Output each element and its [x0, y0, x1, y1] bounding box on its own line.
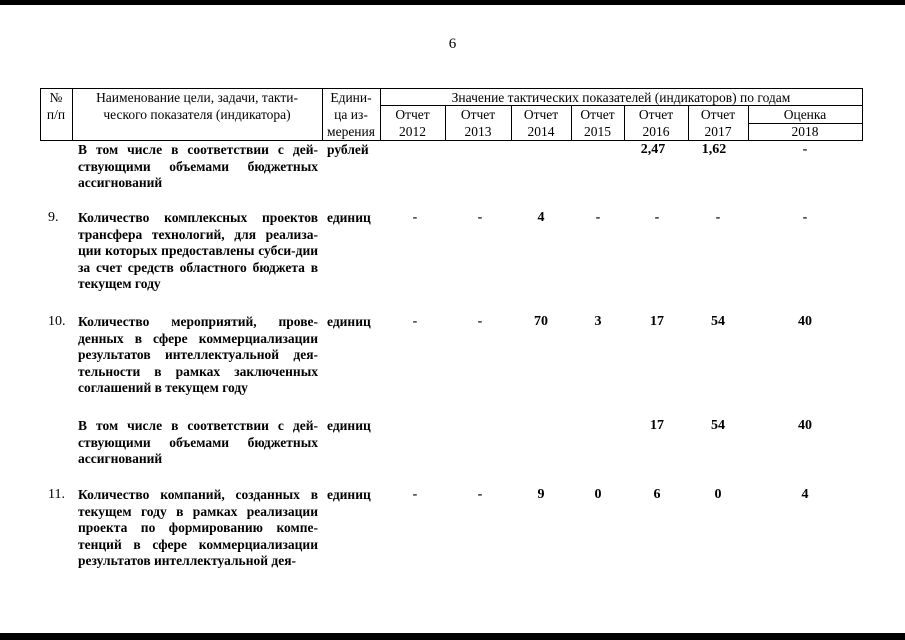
header-year-value: 2012: [399, 124, 426, 139]
row-value-2018: 4: [801, 487, 809, 502]
row-unit: единиц: [327, 418, 371, 433]
row-unit: единиц: [327, 210, 371, 225]
header-year-value: 2017: [704, 124, 732, 139]
row-indicator-name: Количество мероприятий, прове-денных в сфере коммерциализации результатов интеллектуальной дея-тельности в рамках заключенных соглашений в текущем году: [78, 314, 318, 395]
header-year-value: 2018: [791, 124, 819, 139]
row-number: 10.: [48, 314, 66, 329]
row-value-2015: 0: [594, 487, 602, 502]
row-value-2013: -: [477, 314, 483, 329]
header-bottom-line: [40, 140, 863, 141]
row-value-2018: 40: [798, 418, 812, 433]
page-number: 6: [448, 36, 457, 52]
row-value-2017: 0: [714, 487, 722, 502]
header-year-type: Отчет: [523, 107, 559, 122]
row-indicator-name: Количество компаний, созданных в текущем году в рамках реализации проекта по формированию компе-тенций в сфере коммерциализации результатов интеллектуальной дея-: [78, 487, 318, 568]
header-year-value: 2014: [527, 124, 555, 139]
row-value-2016: 2,47: [640, 142, 666, 157]
header-year-type: Оценка: [783, 107, 827, 122]
header-year-value: 2013: [464, 124, 492, 139]
header-year-2015: [571, 106, 624, 140]
row-value-2016: 17: [650, 314, 664, 329]
row-indicator-name: В том числе в соответствии с дей-ствующими объемами бюджетных ассигнований: [78, 418, 318, 466]
header-num: [40, 89, 72, 123]
row-indicator-name: В том числе в соответствии с дей-ствующими объемами бюджетных ассигнований: [78, 142, 318, 190]
header-year-type: Отчет: [580, 107, 615, 122]
header-year-2013: [445, 106, 511, 140]
row-value-2012: -: [412, 210, 418, 225]
row-value-2017: -: [715, 210, 721, 225]
row-value-2017: 54: [711, 418, 725, 433]
header-group-title: Значение тактических показателей (индикаторов) по годам: [451, 90, 791, 105]
header-name-line: ческого показателя (индикатора): [103, 107, 291, 122]
header-unit-line: Едини-: [330, 90, 372, 105]
header-unit: [322, 89, 380, 140]
row-value-2017: 54: [711, 314, 725, 329]
header-year-type: Отчет: [700, 107, 736, 122]
header-year-value: 2016: [642, 124, 670, 139]
header-year-2017: [688, 106, 748, 140]
header-num-line: п/п: [46, 107, 66, 122]
row-value-2013: -: [477, 210, 483, 225]
row-value-2015: -: [595, 210, 601, 225]
row-value-2016: -: [654, 210, 660, 225]
header-year-2018: [748, 106, 862, 140]
header-num-line: №: [49, 90, 63, 105]
header-year-type: Отчет: [460, 107, 496, 122]
header-unit-line: ца из-: [334, 107, 368, 122]
row-unit: рублей: [327, 142, 369, 157]
row-value-2017: 1,62: [701, 142, 727, 157]
header-name: [72, 89, 322, 123]
row-number: 9.: [48, 210, 59, 225]
top-scan-border: [0, 0, 905, 5]
row-indicator-name: Количество комплексных проектов трансфера технологий, для реализа-ции которых предоставлены субси-дии за счет средств областного бюджета в текущем году: [78, 210, 318, 291]
row-value-2012: -: [412, 487, 418, 502]
row-value-2014: 4: [537, 210, 545, 225]
header-year-2016: [624, 106, 688, 140]
row-value-2013: -: [477, 487, 483, 502]
row-value-2014: 9: [537, 487, 545, 502]
header-year-2014: [511, 106, 571, 140]
header-unit-line: мерения: [327, 124, 375, 139]
row-unit: единиц: [327, 487, 371, 502]
header-vline: [862, 88, 863, 141]
row-value-2018: -: [802, 210, 808, 225]
header-year-2012: [380, 106, 445, 140]
bottom-scan-border: [0, 633, 905, 640]
header-year-type: Отчет: [638, 107, 674, 122]
header-name-line: Наименование цели, задачи, такти-: [96, 90, 298, 105]
row-value-2012: -: [412, 314, 418, 329]
row-value-2016: 17: [650, 418, 664, 433]
row-number: 11.: [48, 487, 65, 502]
row-value-2018: -: [802, 142, 808, 157]
row-value-2014: 70: [534, 314, 548, 329]
header-year-value: 2015: [584, 124, 611, 139]
row-value-2015: 3: [594, 314, 602, 329]
row-value-2016: 6: [653, 487, 661, 502]
row-value-2018: 40: [798, 314, 812, 329]
header-year-type: Отчет: [395, 107, 430, 122]
row-unit: единиц: [327, 314, 371, 329]
